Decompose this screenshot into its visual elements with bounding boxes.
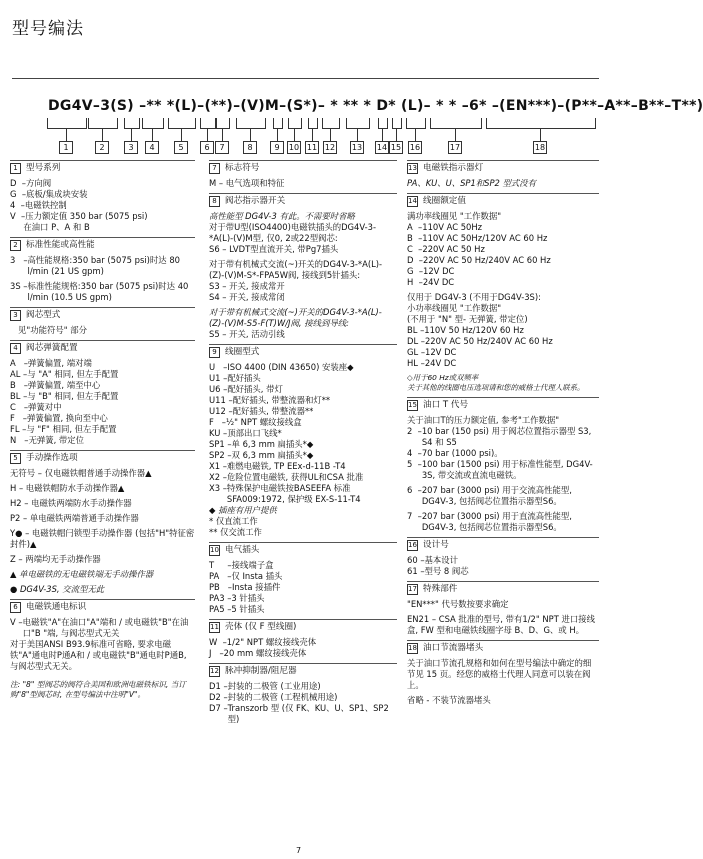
option-item: H2 – 电磁铁两端防水手动操作器 <box>10 498 132 508</box>
code-bracket <box>216 118 230 129</box>
code-bracket <box>47 118 87 129</box>
section-text: 仅用于 DG4V-3 (不用于DG4V-3S): <box>407 292 541 302</box>
item-key <box>10 222 23 233</box>
section-text: EN21 – CSA 批准的型号, 带有1/2" NPT 进口接线盒, FW 型和电磁铁线圈字母 B、D、G、或 H。 <box>407 614 595 635</box>
code-bracket <box>486 118 596 129</box>
code-bracket <box>124 118 140 129</box>
code-bracket <box>288 118 302 129</box>
section-number: 2 <box>10 240 21 251</box>
section-14 <box>407 193 599 393</box>
option-item: Z – 两端均无手动操作器 <box>10 554 101 564</box>
code-stem <box>415 128 416 141</box>
section-text: S4 – 开关, 接成常闭 <box>209 292 285 302</box>
section-18 <box>407 640 599 706</box>
item-key: PA3 – <box>209 593 232 603</box>
section-title: 设计号 <box>423 540 449 550</box>
code-stem <box>207 128 208 141</box>
section-1 <box>10 160 195 233</box>
footnote: 注: "8" 型阀芯的阀符合美国和欧洲电磁铁标识, 当订购"8"型阀芯时, 在型号编法中注明"V"。 <box>10 680 186 699</box>
code-stem <box>382 128 383 141</box>
column-right <box>407 160 599 710</box>
section-11 <box>209 619 397 659</box>
item-text: 电磁铁控制 <box>24 200 67 210</box>
item-key: 61 – <box>407 566 425 576</box>
section-number: 18 <box>408 644 417 652</box>
item-text: Insta 接插件 <box>231 582 281 592</box>
code-stem <box>222 128 223 141</box>
code-number-box: 3 <box>124 141 138 154</box>
item-text: 无弹簧, 带定位 <box>28 435 85 445</box>
code-number-box: 1 <box>59 141 73 154</box>
item-text: 弹簧偏置, 端至中心 <box>27 380 101 390</box>
item-text: 高性能规格:350 bar (5075 psi)时达 80 l/min (21 US gpm) <box>27 255 180 276</box>
code-bracket <box>392 118 402 129</box>
item-key: A – <box>10 358 28 368</box>
item-key: W – <box>209 637 227 647</box>
item-key: N – <box>10 435 29 445</box>
code-bracket <box>308 118 318 129</box>
item-key: 6 – <box>407 485 422 495</box>
item-key: 3 – <box>10 255 28 265</box>
section-title: 壳体 (仅 F 型线圈) <box>225 622 297 632</box>
section-number: 17 <box>408 585 417 593</box>
item-key: DL – <box>407 336 425 346</box>
section-text: PA、KU、U、SP1和SP2 型式没有 <box>407 178 537 188</box>
code-bracket <box>236 118 266 129</box>
section-title: 油口 T 代号 <box>423 400 469 410</box>
section-16 <box>407 537 599 577</box>
option-item: P2 – 单电磁铁两端普通手动操作器 <box>10 513 139 523</box>
item-text: 方向阀 <box>25 178 52 188</box>
item-key: U12 – <box>209 406 233 416</box>
item-key: V – <box>10 617 23 627</box>
item-text: 接线端子盒 <box>231 560 274 570</box>
section-2 <box>10 237 195 303</box>
code-bracket <box>168 118 196 129</box>
section-title: 标志符号 <box>225 163 260 173</box>
section-text: 对于带有机械式交流(~)开关的DG4V-3-*A(L)-(Z)-(V)M-S*-FPA5W阀, 接线到5针插头: <box>209 259 383 280</box>
section-17 <box>407 581 599 636</box>
code-number-box: 2 <box>95 141 109 154</box>
item-text: 220V AC 50 Hz/240V AC 60 Hz <box>422 255 551 265</box>
section-8 <box>209 193 397 340</box>
code-bracket <box>430 118 482 129</box>
code-number-box: 5 <box>174 141 188 154</box>
item-text: 弹簧偏置, 换向至中心 <box>27 413 108 423</box>
footnote: ◇用于60 Hz或双频率 <box>407 373 479 382</box>
item-text: 220V AC 50 Hz/240V AC 60 Hz <box>424 336 553 346</box>
item-key: J – <box>209 648 224 658</box>
item-key: F – <box>10 413 27 423</box>
item-text: ½" NPT 螺纹接线盒 <box>226 417 302 427</box>
item-text: 110V AC 50Hz <box>422 222 483 232</box>
section-text: (不用于 "N" 型- 无弹簧, 带定位) <box>407 314 528 324</box>
section-number: 1 <box>10 163 21 174</box>
section-title: 线圈型式 <box>225 347 260 357</box>
item-text: 封装的二极管 (工程机械用途) <box>227 692 338 702</box>
item-text: 危险位置电磁铁, 获得UL和CSA 批准 <box>226 472 364 482</box>
item-key: X1 – <box>209 461 227 471</box>
code-stem <box>277 128 278 141</box>
item-text: 顶部出口飞线* <box>227 428 282 438</box>
section-text: 关于油口节流孔规格和如何在型号编法中确定的细节见 15 页。经您的威格士代理人同意可以装在阀上。 <box>407 658 592 690</box>
item-text: 双 6,3 mm 扁插头*◆ <box>231 450 314 460</box>
code-number-box: 6 <box>200 141 214 154</box>
section-4 <box>10 340 195 446</box>
section-6 <box>10 599 195 700</box>
item-text: 24V DC <box>424 358 457 368</box>
item-key: HL – <box>407 358 425 368</box>
item-key: V – <box>10 211 26 221</box>
code-bracket <box>346 118 370 129</box>
section-number: 16 <box>408 541 417 549</box>
footnote: ** 仅交流工作 <box>209 527 262 537</box>
item-text: 70 bar (1000 psi)。 <box>421 448 503 458</box>
item-key: G – <box>407 266 424 276</box>
code-number-box: 13 <box>351 143 363 152</box>
code-stem <box>455 128 456 141</box>
item-key: PA – <box>209 571 232 581</box>
code-number-box: 18 <box>534 143 546 152</box>
item-text: 基本设计 <box>424 555 459 565</box>
section-text: S6 – LVDT型直流开关, 带Pg7插头 <box>209 244 339 254</box>
item-text: 配好插头, 带灯 <box>227 384 283 394</box>
footnote: 关于其他的线圈电压选项请和您的威格士代理人联系。 <box>407 383 585 392</box>
footnote: ▲ 单电磁铁的无电磁铁端无手动操作器 <box>10 569 154 579</box>
item-key: PA5 – <box>209 604 232 614</box>
section-title: 电气插头 <box>225 545 260 555</box>
item-key: BL – <box>10 391 28 401</box>
section-title: 型号系列 <box>26 163 61 173</box>
section-text: 对于带有机械式交流(~)开关的DG4V-3-*A(L)-(Z)-(V)M-S5-F(T)W/J阀, 接线到导线: <box>209 307 382 328</box>
code-stem <box>312 128 313 141</box>
section-number: 11 <box>210 623 219 631</box>
section-13 <box>407 160 599 189</box>
option-item: H – 电磁铁帽防水手动操作器▲ <box>10 483 125 493</box>
section-title: 阀芯指示器开关 <box>225 196 286 206</box>
item-key: B – <box>10 380 28 390</box>
item-key: AL – <box>10 369 28 379</box>
code-stem <box>131 128 132 141</box>
section-intro: 关于油口T的压力额定值, 参考"工作数据" <box>407 415 560 425</box>
section-15 <box>407 397 599 533</box>
item-text: 标准性能规格:350 bar (5075 psi)时达 40 l/min (10.5 US gpm) <box>27 281 189 302</box>
code-stem <box>396 128 397 141</box>
option-item: 无符号 – 仅电磁铁帽普通手动操作器▲ <box>10 468 152 478</box>
section-title: 电磁铁通电标识 <box>26 602 87 612</box>
item-key: FL – <box>10 424 27 434</box>
item-key: GL – <box>407 347 426 357</box>
section-title: 脉冲抑制器/阻尼器 <box>225 666 297 676</box>
code-bracket <box>322 118 340 129</box>
section-number: 5 <box>10 453 21 464</box>
page-number: 7 <box>296 846 302 855</box>
item-key: D7 – <box>209 703 228 713</box>
item-text: 配好插头, 带整流器和灯** <box>232 395 331 405</box>
code-number-box: 7 <box>215 141 229 154</box>
code-bracket <box>200 118 216 129</box>
code-stem <box>540 128 541 141</box>
item-key: 3S – <box>10 281 28 291</box>
section-title: 特殊部件 <box>423 584 458 594</box>
item-text: 110V AC 50Hz/120V AC 60 Hz <box>422 233 548 243</box>
code-number-box: 4 <box>145 141 159 154</box>
item-text: 仅 Insta 插头 <box>231 571 283 581</box>
item-key: SP2 – <box>209 450 232 460</box>
item-key: KU – <box>209 428 228 438</box>
item-text: 110V 50 Hz/120V 60 Hz <box>424 325 524 335</box>
item-key: C – <box>10 402 29 412</box>
column-middle <box>209 160 397 729</box>
section-title: 阀芯型式 <box>26 310 61 320</box>
section-number: 8 <box>209 196 220 207</box>
item-text: 207 bar (3000 psi) 用于直流高性能型, DG4V-3, 包括阀芯位置指示器型S6。 <box>421 511 572 532</box>
item-key: 4 – <box>10 200 25 210</box>
code-stem <box>294 128 295 141</box>
item-text: 207 bar (3000 psi) 用于交流高性能型, DG4V-3, 包括阀芯位置指示器型S6。 <box>421 485 572 506</box>
item-key: X3 – <box>209 483 227 493</box>
code-stem <box>250 128 251 141</box>
section-5 <box>10 450 195 595</box>
item-key: 5 – <box>407 459 422 469</box>
section-text: 省略 - 不装节流器堵头 <box>407 695 491 705</box>
section-text: S3 – 开关, 接成常开 <box>209 281 285 291</box>
item-key: 2 – <box>407 426 422 436</box>
section-title: 标准性能或高性能 <box>26 240 95 250</box>
option-item: Y● – 电磁铁帽闩锁型手动操作器 (包括"H"特征密封件)▲ <box>10 528 195 549</box>
section-3 <box>10 307 195 336</box>
section-number: 6 <box>10 602 21 613</box>
item-key: X2 – <box>209 472 227 482</box>
item-text: 封装的二极管 (工业用途) <box>227 681 321 691</box>
item-key: D1 – <box>209 681 228 691</box>
section-title: 线圈额定值 <box>423 196 466 206</box>
item-key: C – <box>407 244 423 254</box>
code-number-box: 17 <box>449 143 461 152</box>
item-key: 60 – <box>407 555 425 565</box>
section-text: 见"功能符号" 部分 <box>18 325 87 335</box>
code-stem <box>181 128 182 141</box>
section-10 <box>209 542 397 615</box>
item-key: A – <box>407 222 423 232</box>
item-text: 5 针插头 <box>231 604 265 614</box>
item-text: 20 mm 螺纹接线壳体 <box>223 648 307 658</box>
item-text: 压力额定值 350 bar (5075 psi) <box>25 211 148 221</box>
item-text: 单 6,3 mm 扁插头*◆ <box>231 439 314 449</box>
item-key: T – <box>209 560 232 570</box>
section-intro: 高性能型 DG4V-3 有此。不需要时省略 <box>209 211 355 221</box>
item-key: F – <box>209 417 226 427</box>
section-text: S5 – 开关, 活动引线 <box>209 329 285 339</box>
code-stem <box>357 128 358 141</box>
section-text: 对于美国ANSI B93.9标准可省略, 要求电磁铁"A"通电时P通A和 / 或电磁铁"B"通电时P通B, 与阀芯型式无关。 <box>10 639 187 671</box>
item-text: 24V DC <box>422 277 455 287</box>
section-title: 油口节流器堵头 <box>423 643 484 653</box>
code-bracket <box>406 118 426 129</box>
section-text: M – 电气选项和特征 <box>209 178 285 188</box>
section-intro: "EN***" 代号数按要求确定 <box>407 599 509 609</box>
item-text: 12V DC <box>425 347 457 357</box>
code-number-box: 14 <box>376 143 388 152</box>
code-stem <box>330 128 331 141</box>
item-text: 底板/集成块安装 <box>26 189 88 199</box>
item-text: 配好插头, 带整流器** <box>232 406 314 416</box>
item-text: 3 针插头 <box>231 593 265 603</box>
section-number: 15 <box>408 401 417 409</box>
item-text: 电磁铁"A"在油口"A"端和 / 或电磁铁"B"在油口"B "端, 与阀芯型式无关 <box>22 617 189 638</box>
section-intro: 满功率线圈见 "工作数据" <box>407 211 502 221</box>
section-number: 9 <box>209 347 220 358</box>
code-number-box: 10 <box>288 143 300 152</box>
code-bracket <box>273 118 283 129</box>
section-number: 12 <box>210 667 219 675</box>
section-9 <box>209 344 397 538</box>
item-text: 特殊保护电磁铁按BASEEFA 标准 SFA009:1972, 保护级 EX-S-11-T4 <box>226 483 361 504</box>
item-key: B – <box>407 233 423 243</box>
item-text: 型号 8 阀芯 <box>424 566 469 576</box>
item-key: G – <box>10 189 27 199</box>
item-key: D – <box>10 178 26 188</box>
code-stem <box>102 128 103 141</box>
item-text: 弹簧偏置, 端对端 <box>27 358 92 368</box>
section-title: 电磁铁指示器灯 <box>423 163 484 173</box>
footnote: * 仅直流工作 <box>209 516 258 526</box>
item-key: BL – <box>407 325 425 335</box>
item-key: D2 – <box>209 692 228 702</box>
section-text: 小功率线圈见 "工作数据" <box>407 303 502 313</box>
section-12 <box>209 663 397 725</box>
item-key: U11 – <box>209 395 233 405</box>
item-text: 与 "F" 相同, 但左手配置 <box>26 424 117 434</box>
section-number: 10 <box>210 546 219 554</box>
item-key: U – <box>209 362 228 372</box>
code-bracket <box>88 118 118 129</box>
code-number-box: 12 <box>324 143 336 152</box>
item-key: U6 – <box>209 384 228 394</box>
code-bracket <box>142 118 164 129</box>
column-left <box>10 160 195 704</box>
item-text: 12V DC <box>423 266 455 276</box>
item-key: PB – <box>209 582 232 592</box>
item-key: D – <box>407 255 423 265</box>
model-code-string: DG4V–3(S) –** *(L)–(**)–(V)M–(S*)– * ** * D* (L)– * * –6* –(EN***)–(P**–A**–B**–T**) <box>48 98 703 114</box>
item-text: 10 bar (150 psi) 用于阀芯位置指示器型 S3, S4 和 S5 <box>421 426 592 447</box>
item-text: 配好插头 <box>227 373 261 383</box>
item-text: 1/2" NPT 螺纹接线壳体 <box>226 637 317 647</box>
item-key: U1 – <box>209 373 228 383</box>
code-number-box: 11 <box>306 143 318 152</box>
code-number-box: 16 <box>409 143 421 152</box>
item-text: 220V AC 50 Hz <box>422 244 485 254</box>
section-number: 7 <box>209 163 220 174</box>
page-title: 型号编法 <box>12 19 84 39</box>
code-number-box: 15 <box>390 143 402 152</box>
footnote: ● DG4V-3S, 交流型无此 <box>10 584 105 594</box>
item-key: H – <box>407 277 423 287</box>
item-text: 100 bar (1500 psi) 用于标准性能型, DG4V-3S, 带交流或直流电磁铁。 <box>421 459 593 480</box>
code-stem <box>152 128 153 141</box>
item-text: 与 "A" 相同, 但左手配置 <box>27 369 119 379</box>
top-rule <box>12 78 599 79</box>
section-number: 13 <box>408 164 417 172</box>
code-bracket <box>378 118 388 129</box>
item-key: 4 – <box>407 448 422 458</box>
footnote: ◆ 插座有用户提供 <box>209 505 277 515</box>
code-number-box: 9 <box>270 141 284 154</box>
section-number: 4 <box>10 343 21 354</box>
item-text: 与 "B" 相同, 但左手配置 <box>27 391 119 401</box>
section-text: 对于带U型(ISO4400)电磁铁插头的DG4V-3-*A(L)-(V)M型, 仅0, 2或22型阀芯: <box>209 222 376 243</box>
item-text: 弹簧对中 <box>28 402 62 412</box>
item-key: SP1 – <box>209 439 232 449</box>
code-number-box: 8 <box>243 141 257 154</box>
item-text: Transzorb 型 (仅 FK、KU、U、SP1、SP2型) <box>227 703 389 724</box>
item-text: 在油口 P、A 和 B <box>23 222 90 232</box>
item-text: ISO 4400 (DIN 43650) 安装座◆ <box>227 362 354 372</box>
section-7 <box>209 160 397 189</box>
item-key: 7 – <box>407 511 422 521</box>
item-text: 难燃电磁铁, TP EEx-d-11B -T4 <box>226 461 346 471</box>
section-title: 手动操作选项 <box>26 453 78 463</box>
section-title: 阀芯弹簧配置 <box>26 343 78 353</box>
section-number: 3 <box>10 310 21 321</box>
code-stem <box>66 128 67 141</box>
section-number: 14 <box>408 197 417 205</box>
